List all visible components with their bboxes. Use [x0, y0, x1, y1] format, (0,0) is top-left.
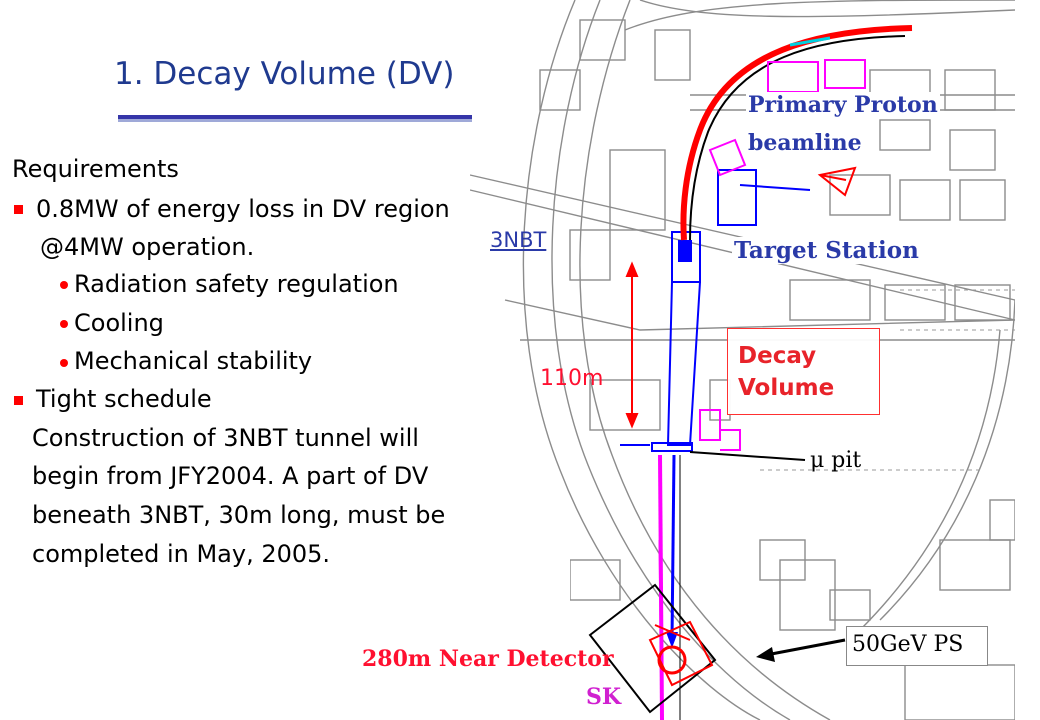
length-arrow [627, 264, 637, 426]
label-near-detector: 280m Near Detector [362, 646, 614, 672]
label-volume: Volume [738, 375, 835, 401]
bullet-dot [60, 281, 68, 289]
label-mu-pit: μ pit [810, 448, 862, 473]
schedule-text-line: Construction of 3NBT tunnel will [32, 424, 419, 452]
schedule-text-line: completed in May, 2005. [32, 540, 331, 568]
ps-pointer [756, 640, 845, 662]
title-underline [118, 115, 472, 119]
label-50gev-ps: 50GeV PS [852, 632, 964, 657]
label-target-station: Target Station [734, 237, 919, 264]
sub-bullet-radiation: Radiation safety regulation [74, 270, 399, 298]
bullet-energy-loss-cont: @4MW operation. [40, 233, 255, 261]
bullet-dot [60, 359, 68, 367]
neutrino-beam [672, 455, 674, 640]
bullet-dot [60, 320, 68, 328]
schedule-text-line: beneath 3NBT, 30m long, must be [32, 501, 446, 529]
requirements-heading: Requirements [12, 155, 179, 183]
bullet-square [14, 205, 23, 214]
sub-bullet-mechanical: Mechanical stability [74, 347, 313, 375]
label-beamline: beamline [748, 130, 862, 156]
label-decay: Decay [738, 343, 817, 369]
sub-bullet-cooling: Cooling [74, 309, 164, 337]
bullet-square [14, 396, 23, 405]
label-primary-proton: Primary Proton [748, 92, 938, 118]
bullet-energy-loss: 0.8MW of energy loss in DV region [36, 195, 450, 223]
label-sk: SK [586, 684, 622, 710]
mu-pit-pointer [690, 452, 805, 460]
schedule-text-line: begin from JFY2004. A part of DV [32, 462, 429, 490]
bullet-schedule: Tight schedule [36, 385, 212, 413]
label-3nbt: 3NBT [490, 228, 547, 252]
slide-title: 1. Decay Volume (DV) [114, 56, 455, 92]
label-110m: 110m [540, 366, 604, 391]
